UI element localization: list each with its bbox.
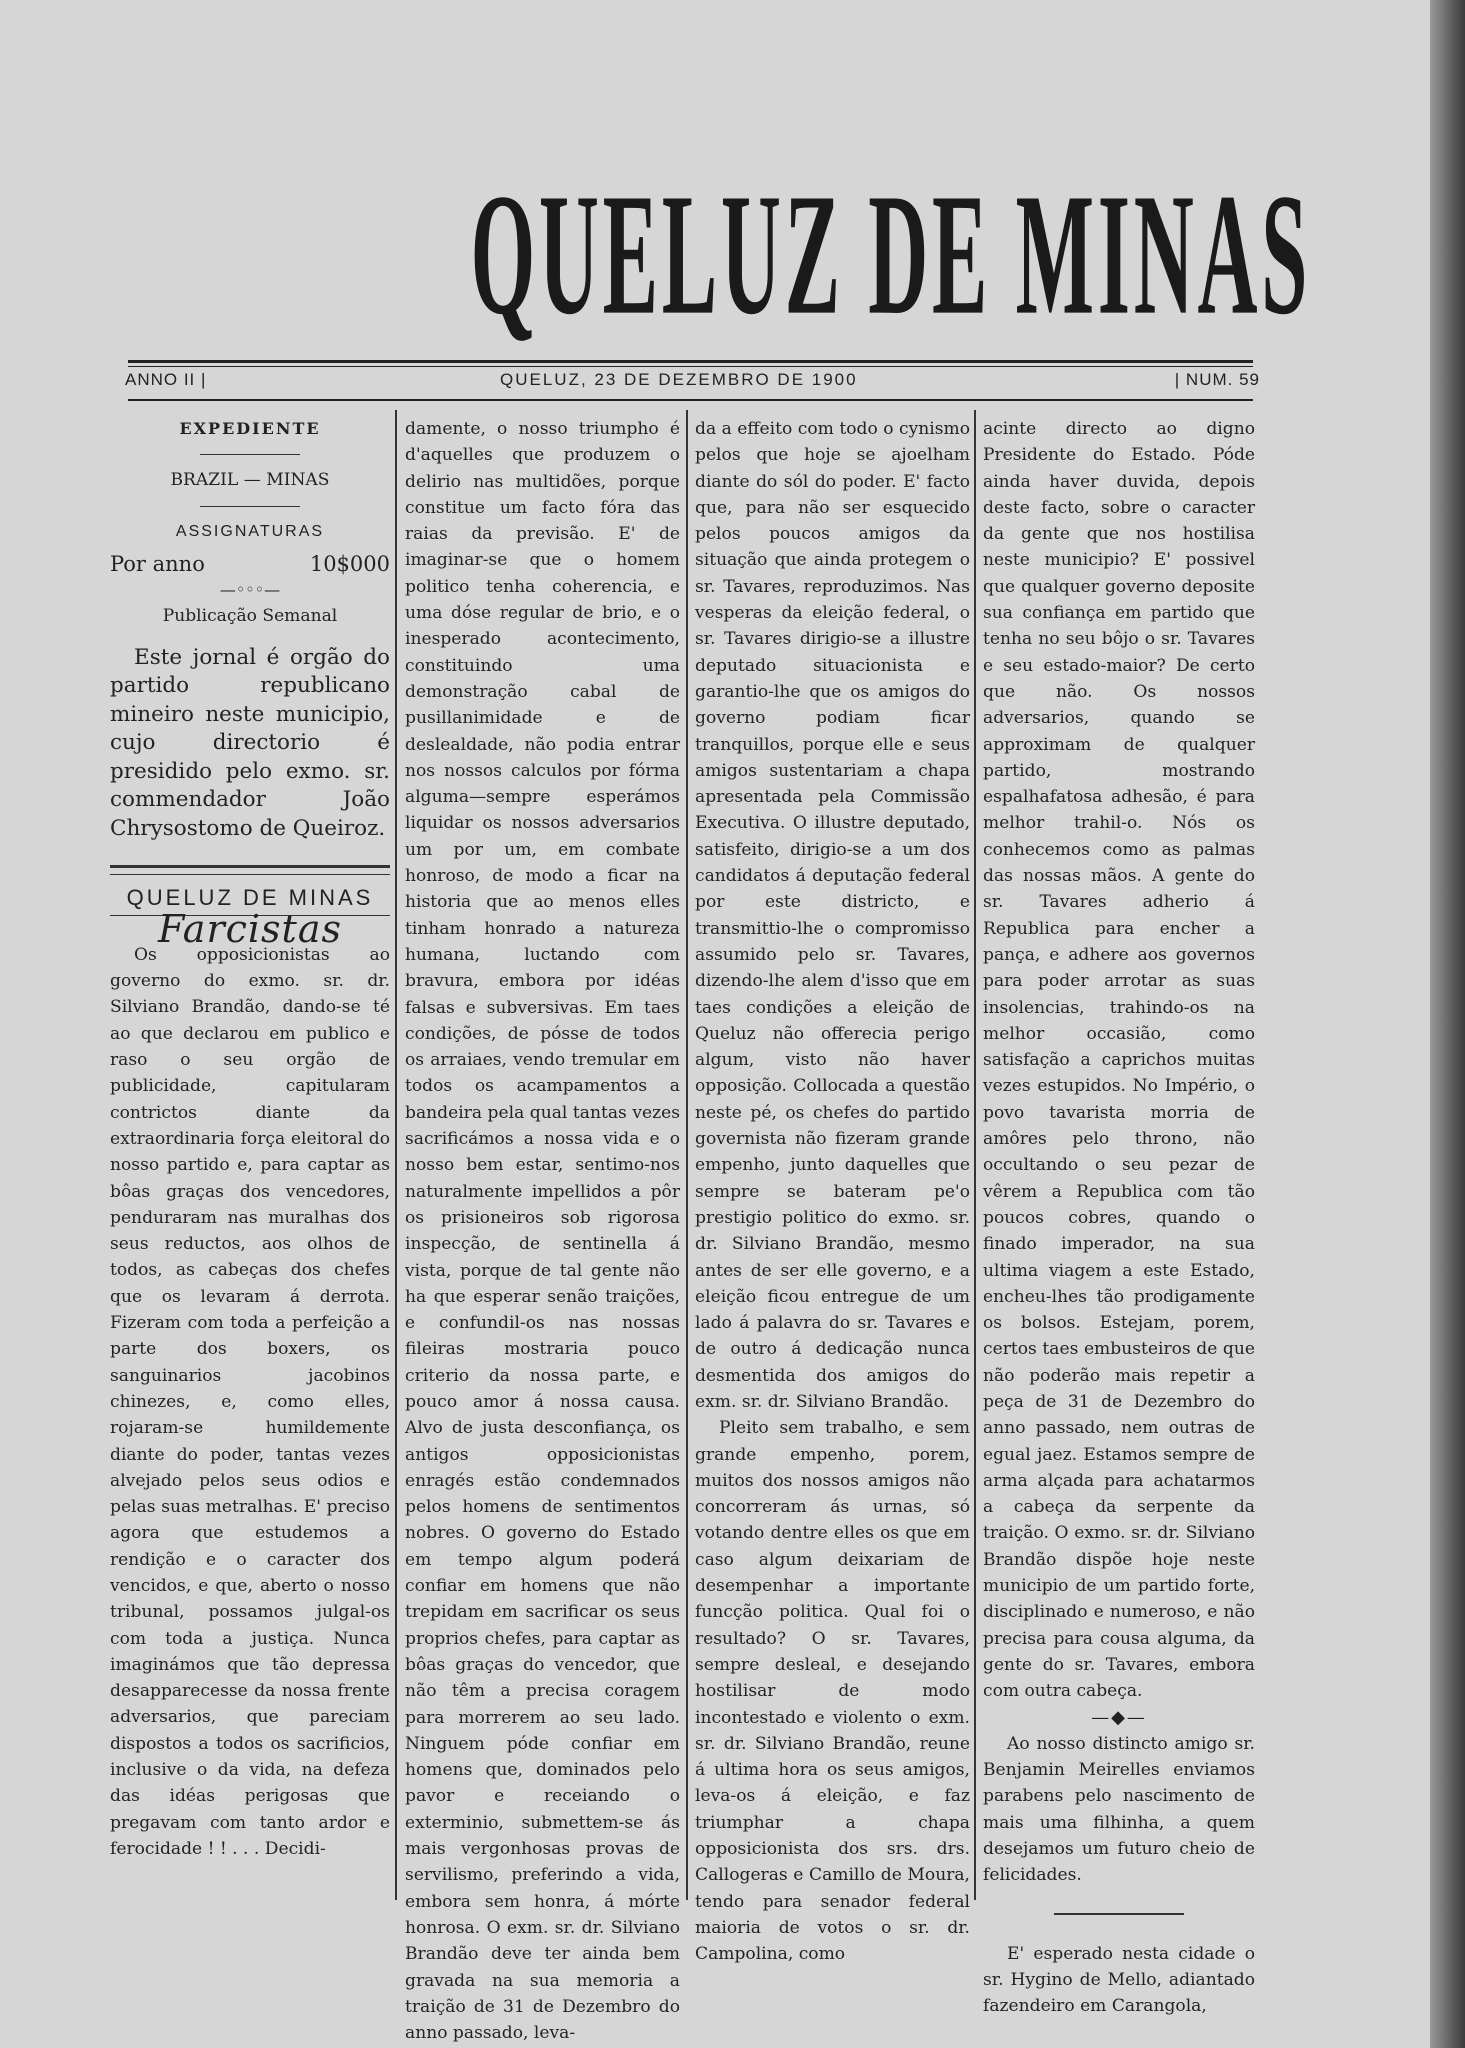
- section-title: QUELUZ DE MINAS: [110, 885, 390, 915]
- news-item: E' esperado nesta cidade o sr. Hygino de Mello, adiantado fazendeiro em Carangola,: [983, 1943, 1255, 2017]
- subscriptions-heading: ASSIGNATURAS: [175, 522, 325, 540]
- top-rule-thin: [128, 366, 1253, 367]
- article-paragraph: damente, o nosso triumpho é d'aquelles que produzem o delirio nas multidões, porque constitue um facto fóra das raias da previsão. E' de imaginar-se que o homem politico tenha coherencia, e uma dóse regular de brio, e o inesperado acontecimento, constituindo uma demonstração cabal de pusillanimidade e de deslealdade, não podia entrar nos nossos calculos por fórma alguma—sempre esperámos liquidar os nossos adversarios um por um, em combate honroso, de modo a ficar na historia que ao menos elles tinham honrado a natureza humana, luctando com bravura, embora por idéas falsas e subversivas. Em taes condições, de pósse de todos os arraiaes, vendo tremular em todos os acampamentos a bandeira pela qual tantas vezes sacrificámos a nossa vida e o nosso bem estar, sentimo-nos naturalmente impellidos a pôr os prisioneiros sob rigorosa inspecção, de sentinella á vista, porque de tal gente não ha que esperar senão traições, e confundil-os nas nossas fileiras mostraria pouco criterio da nossa parte, e pouco amor á nossa causa. Alvo de justa desconfiança, os antigos opposicionistas enragés estão condemnados pelos homens de sentimentos nobres. O governo do Estado em tempo algum poderá confiar em homens que não trepidam em sacrificar os seus proprios chefes, para captar as bôas graças do vencedor, que não têm a precisa coragem para morrerem ao seu lado. Ninguem póde confiar em homens que, dominados pelo pavor e receiando o exterminio, submettem-se ás mais vergonhosas provas de servilismo, preferindo a vida, embora sem honra, á mórte honrosa. O exm. sr. dr. Silviano Brandão deve ter ainda bem gravada na sua memoria a traição de 31 de Dezembro do anno passado, leva-: [405, 419, 680, 2044]
- double-rule: [110, 865, 390, 875]
- issue-date: QUELUZ, 23 DE DEZEMBRO DE 1900: [500, 370, 858, 389]
- divider: [200, 454, 300, 455]
- about-text: Este jornal é orgão do partido republicano mineiro neste municipio, cujo directorio é presidido pelo exmo. sr. commendador João Chrysostomo de Queiroz.: [110, 644, 390, 841]
- column-2: [405, 416, 680, 2046]
- column-3: [695, 416, 970, 1968]
- bottom-rule: [128, 399, 1253, 401]
- ornament: —◦◦◦—: [219, 580, 281, 600]
- price-row: [110, 551, 390, 577]
- masthead-title: QUELUZ DE MINAS: [470, 157, 1312, 351]
- divider: [200, 506, 300, 507]
- ornament: —◆—: [1091, 1706, 1147, 1728]
- dateline: [125, 370, 1260, 398]
- column-4: [983, 416, 1255, 2020]
- publication-frequency: Publicação Semanal: [162, 606, 338, 627]
- price-value: 10$000: [309, 551, 390, 576]
- issue-year: ANNO II |: [125, 370, 207, 389]
- article-paragraph: Os opposicionistas ao governo do exmo. sr. dr. Silviano Brandão, dando-se té ao que declarou em publico e raso o seu orgão de publicidade, capitularam contrictos diante da extraordinaria força eleitoral do nosso partido e, para captar as bôas graças dos vencedores, penduraram nas muralhas dos seus reductos, aos olhos de todos, as cabeças dos chefes que os levaram á derrota. Fizeram com toda a perfeição a parte dos boxers, os sanguinarios jacobinos chinezes, e, como elles, rojaram-se humildemente diante do poder, tantas vezes alvejado pelos seus odios e pelas suas metralhas. E' preciso agora que estudemos a rendição e o caracter dos vencidos, e que, aberto o nosso tribunal, possamos julgal-os com toda a justiça. Nunca imaginámos que tão depressa desapparecesse da nossa frente adversarios, que pareciam dispostos a todos os sacrificios, inclusive o da vida, na defeza das idéas perigosas que pregavam com tanto ardor e ferocidade ! ! . . . Decidi-: [110, 944, 390, 1859]
- column-rule: [686, 410, 688, 1900]
- article-title: Farcistas: [158, 906, 342, 951]
- column-rule: [974, 410, 976, 1900]
- top-rule: [128, 360, 1253, 363]
- column-rule: [395, 410, 397, 1900]
- article-paragraph: acinte directo ao digno Presidente do Estado. Póde ainda haver duvida, depois deste facto, sobre o caracter da gente que nos hostilisa neste municipio? E' possivel que qualquer governo deposite sua confiança em partido que tenha no seu bôjo o sr. Tavares e seu estado-maior? De certo que não. Os nossos adversarios, quando se approximam de qualquer partido, mostrando espalhafatosa adhesão, é para melhor trahil-o. Nós os conhecemos como as palmas das nossas mãos. A gente do sr. Tavares adherio á Republica para encher a pança, e adhere aos governos para poder arrotar as suas insolencias, trahindo-os na melhor occasião, como satisfação a caprichos muitas vezes estupidos. No Império, o povo tavarista morria de amôres pelo throno, não occultando o seu pezar de vêrem a Republica com tão poucos cobres, quando o finado imperador, na sua ultima viagem a este Estado, encheu-lhes tão prodigamente os bolsos. Estejam, porem, certos taes embusteiros de que não poderão mais repetir a peça de 31 de Dezembro do anno passado, nem outras de egual jaez. Estamos sempre de arma alçada para achatarmos a cabeça da serpente da traição. O exmo. sr. dr. Silviano Brandão dispõe hoje neste municipio de um partido forte, disciplinado e numeroso, e não precisa para cousa alguma, da gente do sr. Tavares, embora com outra cabeça.: [983, 419, 1255, 1702]
- issue-number: | NUM. 59: [1174, 370, 1260, 389]
- news-item: Ao nosso distincto amigo sr. Benjamin Meirelles enviamos parabens pelo nascimento de mais uma filhinha, a quem desejamos um futuro cheio de felicidades.: [983, 1733, 1255, 1886]
- region-label: BRAZIL — MINAS: [170, 470, 330, 491]
- page-edge-shadow: [1430, 0, 1465, 2048]
- divider: [1054, 1913, 1184, 1915]
- expediente-heading: EXPEDIENTE: [179, 419, 321, 438]
- article-paragraph: Pleito sem trabalho, e sem grande empenho, porem, muitos dos nossos amigos não concorreram ás urnas, só votando dentre elles os que em caso algum deixariam de desempenhar a importante funcção politica. Qual foi o resultado? O sr. Tavares, sempre desleal, e desejando hostilisar de modo incontestado e violento o exm. sr. dr. Silviano Brandão, reune á ultima hora os seus amigos, leva-os á eleição, e faz triumphar a chapa opposicionista dos srs. drs. Callogeras e Camillo de Moura, tendo para senador federal maioria de votos o sr. dr. Campolina, como: [695, 1418, 970, 1965]
- article-paragraph: da a effeito com todo o cynismo pelos que hoje se ajoelham diante do sól do poder. E' facto que, para não ser esquecido pelos poucos amigos da situação que ainda protegem o sr. Tavares, reproduzimos. Nas vesperas da eleição federal, o sr. Tavares dirigio-se a illustre deputado situacionista e garantio-lhe que os amigos do governo podiam ficar tranquillos, porque elle e seus amigos sustentariam a chapa apresentada pela Commissão Executiva. O illustre deputado, satisfeito, dirigio-se a um dos candidatos á deputação federal por este districto, e transmittio-lhe o compromisso assumido pelo sr. Tavares, dizendo-lhe alem d'isso que em taes condições a eleição de Queluz não offerecia perigo algum, visto não haver opposição. Collocada a questão neste pé, os chefes do partido governista não fizeram grande empenho, junto daquelles que sempre se bateram pe'o prestigio politico do exmo. sr. dr. Silviano Brandão, mesmo antes de ser elle governo, e a eleição ficou entregue de um lado á palavra do sr. Tavares e de outro á dedicação nunca desmentida dos amigos do exm. sr. dr. Silviano Brandão.: [695, 419, 970, 1412]
- column-1: [110, 416, 390, 1862]
- price-label: Por anno: [110, 551, 205, 576]
